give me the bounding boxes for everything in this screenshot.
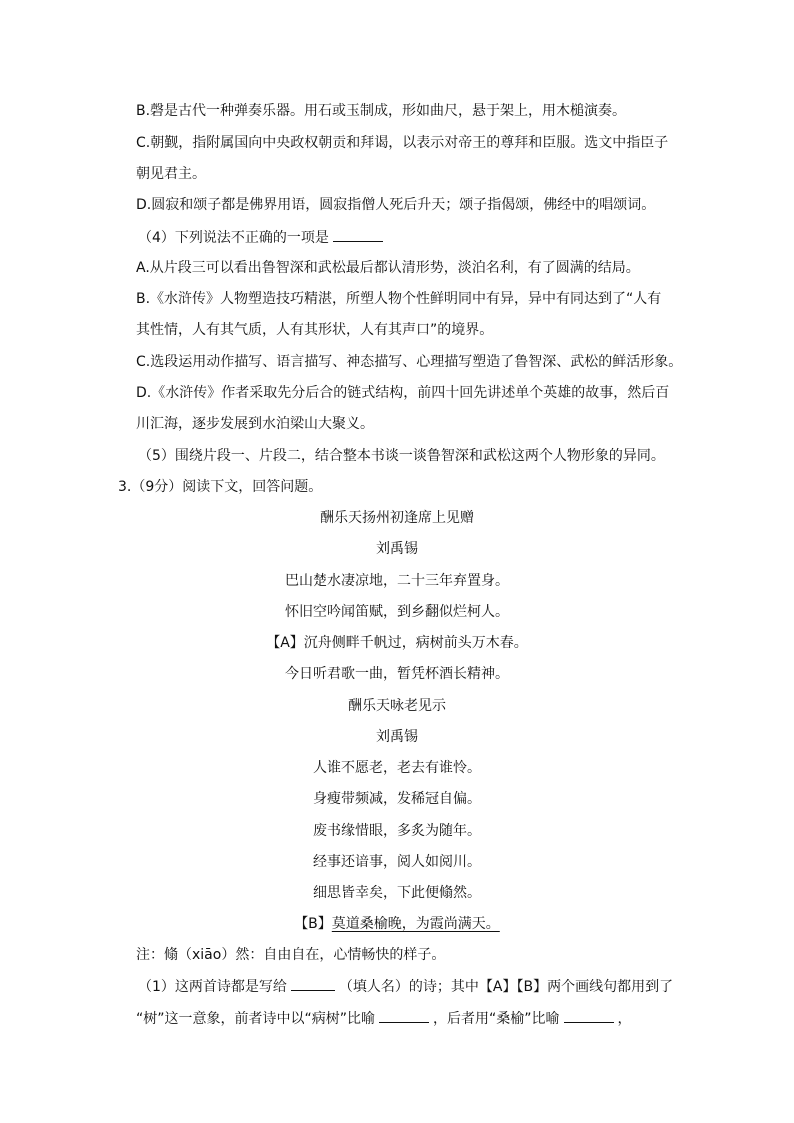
- q2-3-option-d: D.圆寂和颂子都是佛界用语，圆寂指僧人死后升天；颂子指偈颂，佛经中的唱颂词。: [136, 197, 656, 213]
- q3-1-line2: [136, 1008, 632, 1029]
- poem2-title: 酬乐天咏老见示: [348, 698, 446, 714]
- q2-3-option-c-line1: C.朝觐，指附属国向中央政权朝贡和拜谒，以表示对帝王的尊拜和臣服。选文中指臣子: [136, 135, 669, 151]
- q2-4-stem: [138, 227, 387, 248]
- answer-blank[interactable]: [333, 227, 383, 242]
- q2-4-option-b-line2: 其性情，人有其气质，人有其形状，人有其声口”的境界。: [136, 322, 494, 338]
- poem2-line-5: 细思皆幸矣，下此便翛然。: [313, 885, 481, 901]
- q3-1-part2: （填人名）的诗；其中【A】【B】两个画线句都用到了: [338, 979, 674, 995]
- poem1-title: 酬乐天扬州初逢席上见赠: [320, 510, 474, 526]
- q3-1-part5: ，: [617, 1011, 632, 1027]
- poem2-line-3: 废书缘惜眼，多炙为随年。: [313, 823, 481, 839]
- marker-b: 【B】: [294, 916, 332, 932]
- marker-a: 【A】: [266, 635, 304, 651]
- poem1-line-3-text: 沉舟侧畔千帆过，病树前头万木春。: [303, 635, 528, 651]
- poem1-line-1: 巴山楚水凄凉地，二十三年弃置身。: [285, 573, 509, 589]
- poem2-line-6: [0, 914, 794, 934]
- poem2-author: 刘禹锡: [376, 729, 418, 745]
- poem1-line-4: 今日听君歌一曲，暂凭杯酒长精神。: [285, 666, 509, 682]
- poem1-line-2: 怀旧空吟闻笛赋，到乡翻似烂柯人。: [285, 604, 509, 620]
- q2-4-stem-text: （4）下列说法不正确的一项是: [138, 230, 329, 246]
- q2-4-option-b-line1: B.《水浒传》人物塑造技巧精湛，所塑人物个性鲜明同中有异，异中有同达到了“人有: [136, 291, 662, 307]
- poem2-line-1: 人谁不愿老，老去有谁怜。: [313, 760, 481, 776]
- q2-4-option-d-line1: D.《水浒传》作者采取先分后合的链式结构，前四十回先讲述单个英雄的故事，然后百: [136, 385, 670, 401]
- q2-3-option-b: B.磬是古代一种弹奏乐器。用石或玉制成，形如曲尺，悬于架上，用木槌演奏。: [136, 103, 627, 119]
- answer-blank[interactable]: [564, 1008, 614, 1023]
- q2-4-option-a: A.从片段三可以看出鲁智深和武松最后都认清形势，淡泊名利，有了圆满的结局。: [136, 260, 640, 276]
- q3-header: 3.（9分）阅读下文，回答问题。: [118, 479, 323, 495]
- q3-1-part1: （1）这两首诗都是写给: [138, 979, 287, 995]
- q3-1-part3: “树”这一意象，前者诗中以“病树”比喻: [136, 1011, 376, 1027]
- q2-5-stem: （5）围绕片段一、片段二，结合整本书谈一谈鲁智深和武松这两个人物形象的异同。: [138, 448, 665, 464]
- poem2-line-6-text: 莫道桑榆晚，为霞尚满天。: [331, 916, 500, 932]
- answer-blank[interactable]: [291, 976, 335, 991]
- q2-4-option-c: C.选段运用动作描写、语言描写、神态描写、心理描写塑造了鲁智深、武松的鲜活形象。: [136, 354, 683, 370]
- poem1-author: 刘禹锡: [376, 541, 418, 557]
- q3-1-line1: [138, 976, 673, 997]
- q2-3-option-c-line2: 朝见君主。: [136, 166, 206, 182]
- answer-blank[interactable]: [379, 1008, 429, 1023]
- poem2-line-2: 身瘦带频减，发稀冠自偏。: [313, 791, 481, 807]
- q2-4-option-d-line2: 川汇海，逐步发展到水泊梁山大聚义。: [136, 416, 374, 432]
- poem1-line-3: [0, 633, 794, 653]
- q3-1-part4: ，后者用“桑榆”比喻: [433, 1011, 560, 1027]
- poem2-line-4: 经事还谙事，阅人如阅川。: [313, 854, 481, 870]
- q3-note: 注：翛（xiāo）然：自由自在，心情畅快的样子。: [136, 947, 446, 963]
